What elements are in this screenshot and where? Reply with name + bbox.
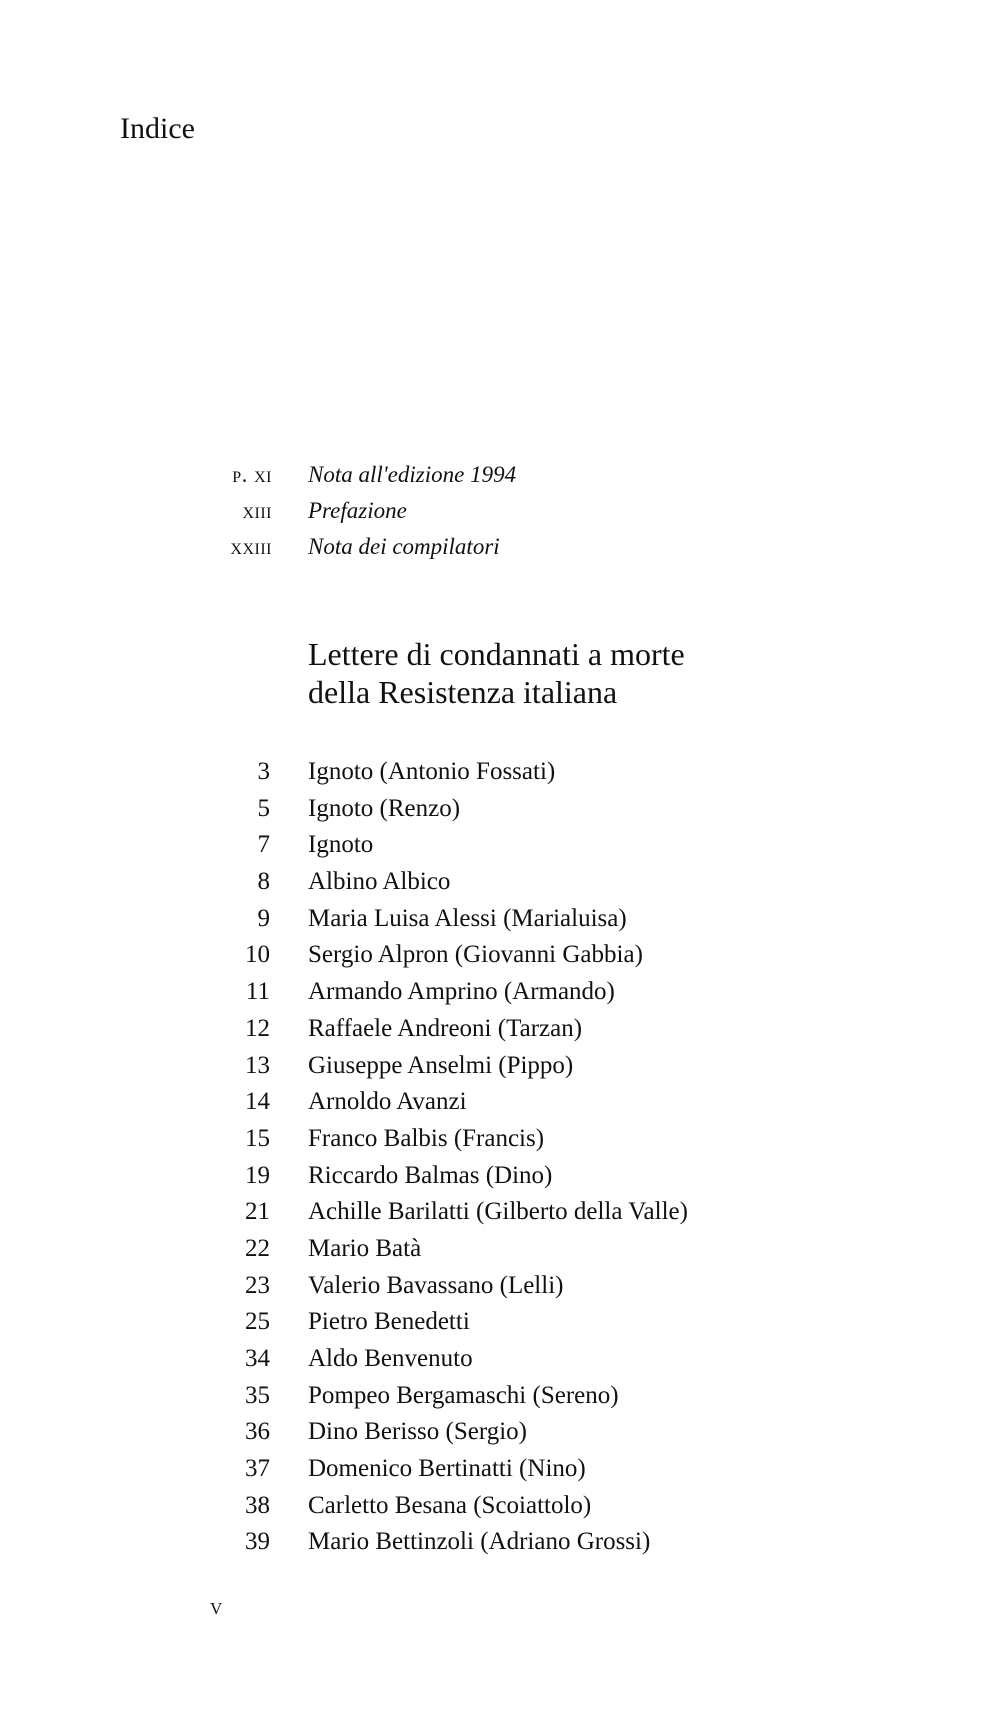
- entry-page: 12: [245, 1014, 270, 1042]
- entry-page: 9: [257, 904, 270, 932]
- list-item: [140, 1492, 688, 1529]
- entry-name: Raffaele Andreoni (Tarzan): [308, 1014, 583, 1042]
- list-item: [140, 1528, 688, 1565]
- entry-name: Aldo Benvenuto: [308, 1345, 473, 1372]
- entry-page: 19: [245, 1161, 270, 1189]
- list-item: [140, 831, 688, 868]
- entry-name: Franco Balbis (Francis): [308, 1124, 545, 1152]
- list-item: [140, 1418, 688, 1455]
- entry-name: Albino Albico: [308, 868, 451, 896]
- entry-name: Mario Batà: [308, 1234, 422, 1262]
- entry-page: 25: [245, 1308, 270, 1336]
- front-matter-page: p. xi: [232, 462, 272, 487]
- entry-name: Sergio Alpron (Giovanni Gabbia): [308, 941, 643, 969]
- entry-name: Pietro Benedetti: [308, 1308, 470, 1336]
- list-item: [140, 795, 688, 832]
- entry-page: 35: [245, 1381, 270, 1409]
- entry-page: 5: [257, 794, 270, 822]
- list-item: [140, 1272, 688, 1309]
- section-title-line-2: della Resistenza italiana: [308, 674, 618, 710]
- entry-page: 37: [245, 1455, 270, 1483]
- front-matter-list: [140, 462, 516, 570]
- entry-name: Armando Amprino (Armando): [308, 978, 615, 1006]
- entry-page: 21: [245, 1198, 270, 1226]
- front-matter-title: Prefazione: [308, 498, 407, 523]
- list-item: [140, 868, 688, 905]
- entry-page: 39: [245, 1528, 270, 1556]
- entries-list: [140, 758, 688, 1565]
- entry-name: Ignoto (Renzo): [308, 794, 461, 822]
- entry-page: 7: [257, 831, 270, 859]
- list-item: [140, 1015, 688, 1052]
- entry-name: Giuseppe Anselmi (Pippo): [308, 1051, 574, 1079]
- entry-page: 23: [245, 1271, 270, 1299]
- page-number: v: [210, 1594, 223, 1620]
- page-heading: Indice: [120, 112, 195, 145]
- list-item: [140, 1125, 688, 1162]
- entry-name: Domenico Bertinatti (Nino): [308, 1455, 586, 1483]
- entry-page: 13: [245, 1051, 270, 1079]
- list-item: [140, 978, 688, 1015]
- entry-name: Ignoto (Antonio Fossati): [308, 758, 556, 785]
- section-title-line-1: Lettere di condannati a morte: [308, 636, 685, 672]
- entry-name: Carletto Besana (Scoiattolo): [308, 1491, 592, 1519]
- entry-name: Achille Barilatti (Gilberto della Valle): [308, 1198, 688, 1226]
- entry-page: 22: [245, 1234, 270, 1262]
- entry-name: Pompeo Bergamaschi (Sereno): [308, 1381, 619, 1409]
- entry-name: Dino Berisso (Sergio): [308, 1418, 527, 1446]
- entry-page: 10: [245, 941, 270, 969]
- entry-page: 3: [257, 758, 270, 785]
- list-item: [140, 1382, 688, 1419]
- list-item: [140, 1162, 688, 1199]
- front-matter-item: [140, 462, 516, 498]
- list-item: [140, 1235, 688, 1272]
- front-matter-page: xxiii: [230, 534, 272, 559]
- front-matter-item: [140, 534, 516, 570]
- front-matter-title: Nota dei compilatori: [308, 534, 500, 559]
- entry-page: 8: [257, 868, 270, 896]
- front-matter-page: xiii: [242, 498, 272, 523]
- list-item: [140, 1198, 688, 1235]
- entry-name: Riccardo Balmas (Dino): [308, 1161, 553, 1189]
- list-item: [140, 941, 688, 978]
- entry-page: 14: [245, 1088, 270, 1116]
- entry-name: Mario Bettinzoli (Adriano Grossi): [308, 1528, 651, 1556]
- list-item: [140, 1345, 688, 1382]
- entry-name: Ignoto: [308, 831, 374, 859]
- entry-name: Maria Luisa Alessi (Marialuisa): [308, 904, 627, 932]
- entry-page: 38: [245, 1491, 270, 1519]
- entry-name: Arnoldo Avanzi: [308, 1088, 467, 1116]
- list-item: [140, 1088, 688, 1125]
- front-matter-item: [140, 498, 516, 534]
- front-matter-title: Nota all'edizione 1994: [308, 462, 517, 487]
- list-item: [140, 1455, 688, 1492]
- entry-name: Valerio Bavassano (Lelli): [308, 1271, 564, 1299]
- entry-page: 34: [245, 1345, 270, 1372]
- list-item: [140, 905, 688, 942]
- entry-page: 36: [245, 1418, 270, 1446]
- list-item: [140, 1052, 688, 1089]
- list-item: [140, 758, 688, 795]
- list-item: [140, 1308, 688, 1345]
- section-title: [308, 635, 685, 711]
- entry-page: 15: [245, 1124, 270, 1152]
- entry-page: 11: [245, 978, 270, 1006]
